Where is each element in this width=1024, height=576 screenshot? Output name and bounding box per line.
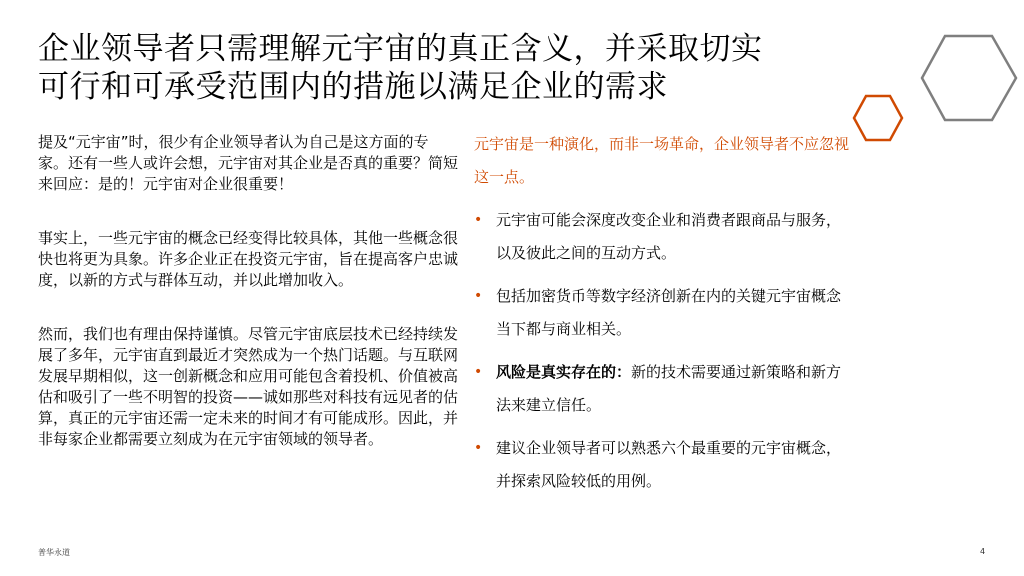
right-column — [474, 128, 854, 508]
highlight-statement: 元宇宙是一种演化，而非一场革命，企业领导者不应忽视这一点。 — [474, 135, 850, 186]
paragraph-1: 提及“元宇宙”时，很少有企业领导者认为自己是这方面的专家。还有一些人或许会想，元宇宙对其企业是否真的重要？简短来回应：是的！元宇宙对企业很重要！ — [38, 133, 459, 193]
slide-title — [38, 30, 858, 106]
paragraph-2: 事实上，一些元宇宙的概念已经变得比较具体，其他一些概念很快也将更为具象。许多企业正在投资元宇宙，旨在提高客户忠诚度，以新的方式与群体互动，并以此增加收入。 — [38, 229, 459, 289]
bullet-list — [474, 204, 854, 498]
bullet-bold-lead: 风险是真实存在的： — [496, 363, 632, 381]
orange-hexagon-icon — [854, 96, 902, 140]
page-number: 4 — [980, 547, 986, 556]
bullet-dot-icon: • — [474, 212, 483, 228]
bullet-text: 包括加密货币等数字经济创新在内的关键元宇宙概念当下都与商业相关。 — [496, 287, 842, 338]
left-column — [38, 132, 458, 483]
bullet-text: 建议企业领导者可以熟悉六个最重要的元宇宙概念，并探索风险较低的用例。 — [496, 439, 842, 490]
bullet-item — [474, 204, 854, 270]
grey-hexagon-icon — [922, 36, 1016, 120]
hexagon-decoration-icon — [850, 30, 1020, 160]
bullet-item — [474, 356, 854, 422]
bullet-text: 新的技术需要通过新策略和新方法来建立信任。 — [496, 363, 842, 414]
bullet-dot-icon: • — [474, 288, 483, 304]
bullet-dot-icon: • — [474, 440, 483, 456]
bullet-dot-icon: • — [474, 364, 483, 380]
bullet-text: 元宇宙可能会深度改变企业和消费者跟商品与服务，以及彼此之间的互动方式。 — [496, 211, 842, 262]
paragraph-3: 然而，我们也有理由保持谨慎。尽管元宇宙底层技术已经持续发展了多年，元宇宙直到最近才突然成为一个热门话题。与互联网发展早期相似，这一创新概念和应用可能包含着投机、价值被高估和吸引了一些不明智的投资——诚如那些对科技有远见者的估算，真正的元宇宙还需一定未来的时间才有可能成形。因此，并非每家企业都需要立刻成为在元宇宙领域的领导者。 — [38, 325, 459, 448]
bullet-item — [474, 280, 854, 346]
title-line-2: 可行和可承受范围内的措施以满足企业的需求 — [38, 69, 668, 105]
footer-brand: 普华永道 — [38, 548, 70, 557]
title-line-1: 企业领导者只需理解元宇宙的真正含义，并采取切实 — [38, 31, 763, 67]
bullet-item — [474, 432, 854, 498]
